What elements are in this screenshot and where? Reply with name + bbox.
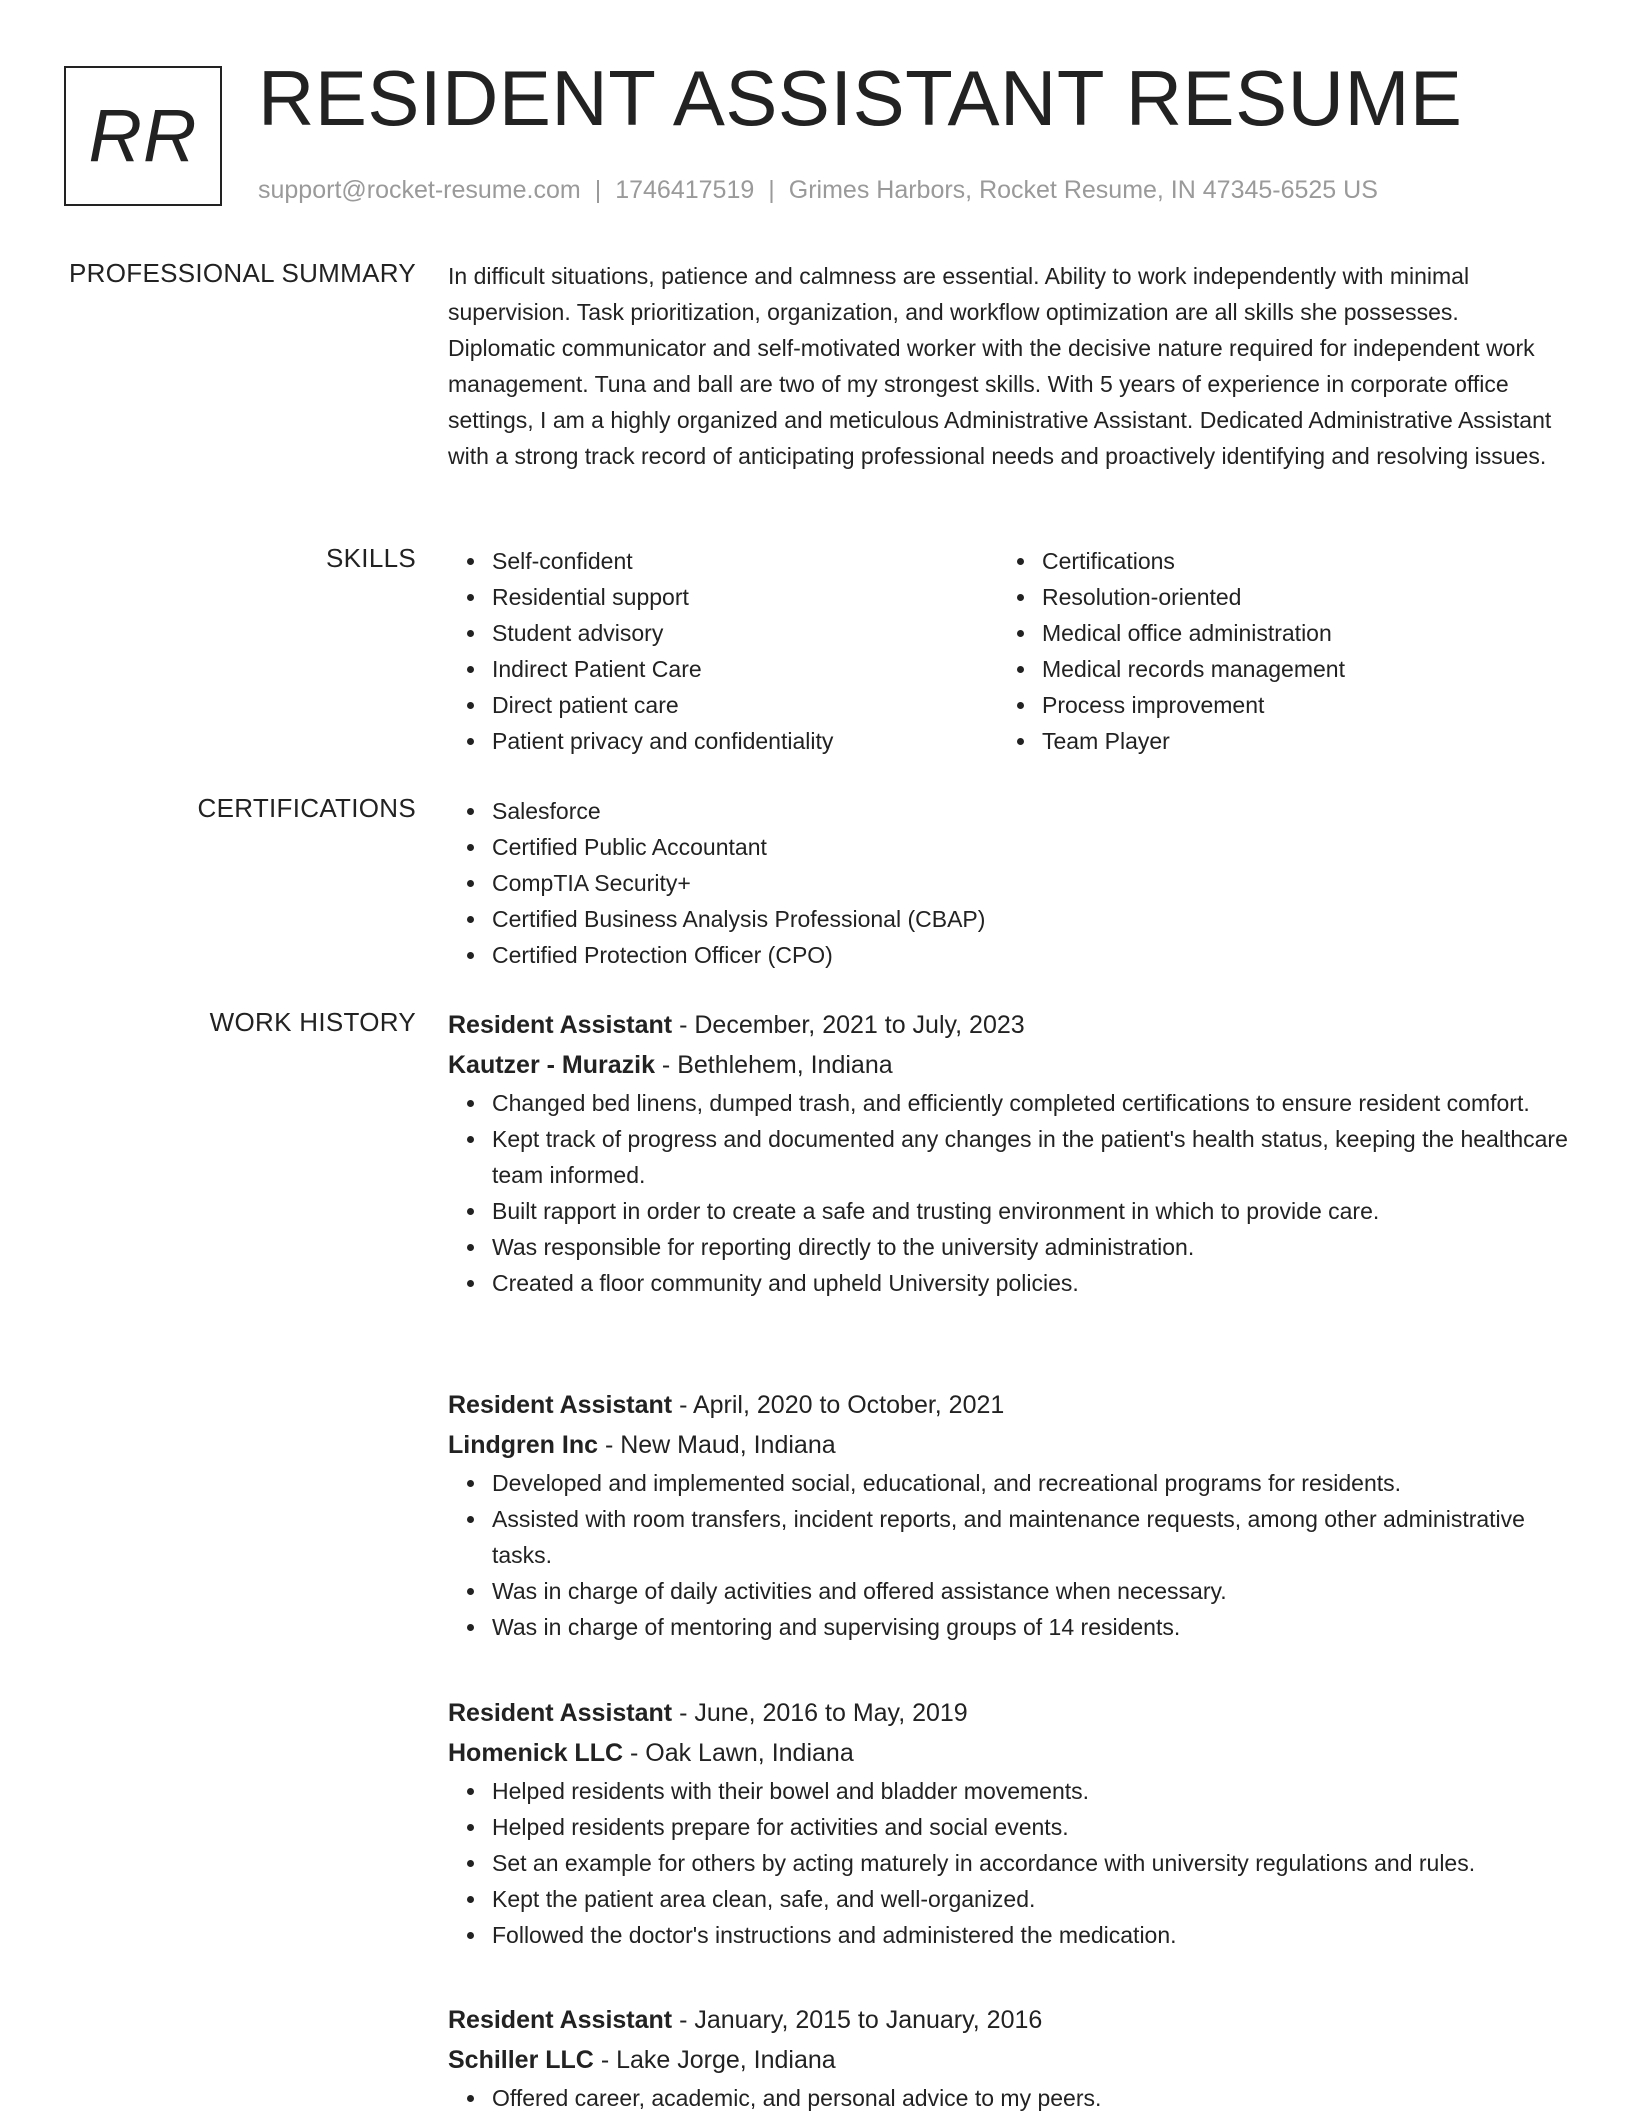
job-role: Resident Assistant xyxy=(448,1391,673,1419)
job-location: - Bethlehem, Indiana xyxy=(654,1051,893,1079)
list-item: Certified Protection Officer (CPO) xyxy=(492,937,1570,973)
list-item: Certifications xyxy=(1042,543,1548,579)
list-item: Medical office administration xyxy=(1042,615,1548,651)
job-location: - New Maud, Indiana xyxy=(598,1431,836,1459)
job-title-line xyxy=(448,1693,1570,1733)
section-title-summary: PROFESSIONAL SUMMARY xyxy=(69,258,416,288)
job-title-line xyxy=(448,1005,1570,1045)
job-location: - Oak Lawn, Indiana xyxy=(623,1739,854,1767)
list-item: Salesforce xyxy=(492,793,1570,829)
list-item: Patient privacy and confidentiality xyxy=(492,723,998,759)
list-item: Self-confident xyxy=(492,543,998,579)
list-item: Set an example for others by acting maturely in accordance with university regulations and rules. xyxy=(492,1845,1570,1881)
list-item: Student advisory xyxy=(492,615,998,651)
contact-separator: | xyxy=(594,176,602,204)
job-company: Kautzer - Murazik xyxy=(448,1051,655,1079)
list-item: Changed bed linens, dumped trash, and efficiently completed certifications to ensure resident comfort. xyxy=(492,1085,1570,1121)
list-item: Residential support xyxy=(492,579,998,615)
summary-text: In difficult situations, patience and calmness are essential. Ability to work independently with minimal supervision. Task prioritization, organization, and workflow optimization are all skills she possesses. Diplomatic communicator and self-motivated worker with the decisive nature required for independent work management. Tuna and ball are two of my strongest skills. With 5 years of experience in corporate office settings, I am a highly organized and meticulous Administrative Assistant. Dedicated Administrative Assistant with a strong track record of anticipating professional needs and proactively identifying and resolving issues. xyxy=(448,263,1552,469)
job-company: Lindgren Inc xyxy=(448,1431,598,1459)
resume-title: RESIDENT ASSISTANT RESUME xyxy=(258,54,1463,142)
list-item: Assisted with room transfers, incident reports, and maintenance requests, among other administrative tasks. xyxy=(492,1501,1570,1573)
section-title-work-history: WORK HISTORY xyxy=(209,1007,416,1037)
skills-list-left xyxy=(448,543,998,759)
job-role: Resident Assistant xyxy=(448,1011,673,1039)
job-entry xyxy=(448,1693,1570,1953)
job-company-line xyxy=(448,1045,1570,1085)
contact-line xyxy=(258,176,1378,205)
list-item: Indirect Patient Care xyxy=(492,651,998,687)
job-dates: - December, 2021 to July, 2023 xyxy=(672,1011,1025,1039)
list-item: Followed the doctor's instructions and administered the medication. xyxy=(492,1917,1570,1953)
list-item: Direct patient care xyxy=(492,687,998,723)
job-dates: - June, 2016 to May, 2019 xyxy=(672,1699,968,1727)
list-item: Developed and implemented social, educational, and recreational programs for residents. xyxy=(492,1465,1570,1501)
job-bullets xyxy=(448,2080,1570,2112)
list-item: Team Player xyxy=(1042,723,1548,759)
certifications-body xyxy=(448,793,1570,973)
list-item: Was in charge of mentoring and supervising groups of 14 residents. xyxy=(492,1609,1570,1645)
job-company-line xyxy=(448,2040,1570,2080)
list-item: Kept track of progress and documented any changes in the patient's health status, keeping the healthcare team informed. xyxy=(492,1121,1570,1193)
job-location: - Lake Jorge, Indiana xyxy=(593,2046,836,2074)
list-item: Helped residents prepare for activities and social events. xyxy=(492,1809,1570,1845)
summary-body xyxy=(448,258,1570,474)
job-dates: - January, 2015 to January, 2016 xyxy=(672,2006,1043,2034)
list-item: Certified Business Analysis Professional (CBAP) xyxy=(492,901,1570,937)
monogram-initials: RR xyxy=(88,94,198,177)
contact-email: support@rocket-resume.com xyxy=(258,176,581,204)
contact-separator: | xyxy=(768,176,775,204)
list-item: Was responsible for reporting directly to the university administration. xyxy=(492,1229,1570,1265)
job-bullets xyxy=(448,1465,1570,1645)
list-item: Certified Public Accountant xyxy=(492,829,1570,865)
job-entry xyxy=(448,2000,1570,2112)
job-title-line xyxy=(448,1385,1570,1425)
list-item: Built rapport in order to create a safe and trusting environment in which to provide care. xyxy=(492,1193,1570,1229)
job-entry xyxy=(448,1385,1570,1645)
certifications-list xyxy=(448,793,1570,973)
job-bullets xyxy=(448,1085,1570,1301)
job-bullets xyxy=(448,1773,1570,1953)
list-item: CompTIA Security+ xyxy=(492,865,1570,901)
contact-phone: 1746417519 xyxy=(615,176,755,204)
list-item: Process improvement xyxy=(1042,687,1548,723)
job-dates: - April, 2020 to October, 2021 xyxy=(672,1391,1005,1419)
section-title-certifications: CERTIFICATIONS xyxy=(197,793,416,823)
skills-body xyxy=(448,543,1570,759)
job-company: Schiller LLC xyxy=(448,2046,594,2074)
job-role: Resident Assistant xyxy=(448,2006,673,2034)
list-item: Kept the patient area clean, safe, and well-organized. xyxy=(492,1881,1570,1917)
list-item: Was in charge of daily activities and offered assistance when necessary. xyxy=(492,1573,1570,1609)
list-item: Created a floor community and upheld University policies. xyxy=(492,1265,1570,1301)
job-company-line xyxy=(448,1425,1570,1465)
job-title-line xyxy=(448,2000,1570,2040)
section-title-skills: SKILLS xyxy=(326,543,416,573)
skills-list-right xyxy=(998,543,1548,759)
monogram-box xyxy=(64,66,222,206)
job-role: Resident Assistant xyxy=(448,1699,673,1727)
list-item: Resolution-oriented xyxy=(1042,579,1548,615)
job-company-line xyxy=(448,1733,1570,1773)
contact-address: Grimes Harbors, Rocket Resume, IN 47345-6525 US xyxy=(788,176,1378,204)
job-entry xyxy=(448,1005,1570,1301)
list-item: Offered career, academic, and personal advice to my peers. xyxy=(492,2080,1570,2112)
job-company: Homenick LLC xyxy=(448,1739,624,1767)
list-item: Helped residents with their bowel and bladder movements. xyxy=(492,1773,1570,1809)
list-item: Medical records management xyxy=(1042,651,1548,687)
